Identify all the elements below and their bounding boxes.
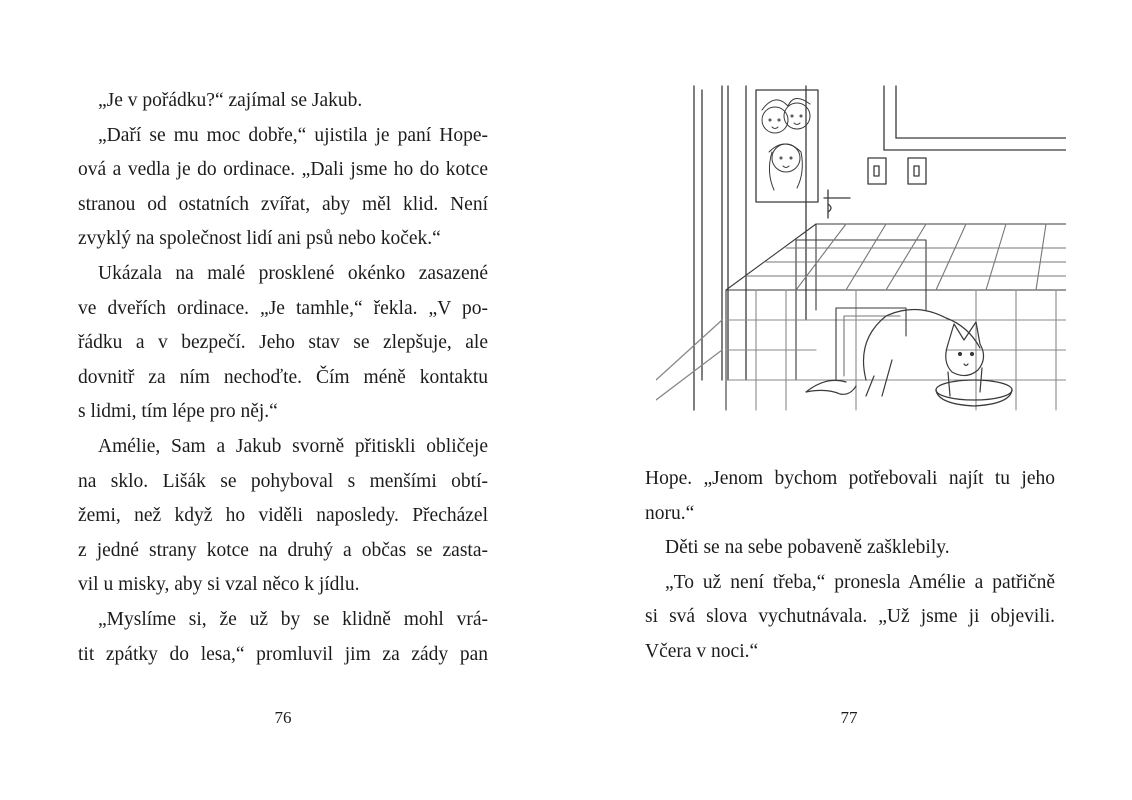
text-line: Amélie, Sam a Jakub svorně přitiskli obličeje (98, 435, 488, 457)
text-line: stranou od ostatních zvířat, aby měl klid. Není (78, 193, 488, 215)
food-bowl (936, 380, 1012, 400)
door-window (756, 90, 818, 202)
text-line: Ukázala na malé prosklené okénko zasazené (98, 262, 488, 284)
text-line: z jedné strany kotce na druhý a občas se zasta- (78, 539, 488, 561)
fox-tail (806, 380, 856, 394)
text-line: řádku a v bezpečí. Jeho stav se zlepšuje, ale (78, 332, 488, 354)
page-number-left: 76 (274, 708, 292, 727)
right-body-text (645, 462, 1055, 670)
text-line: „Myslíme si, že už by se klidně mohl vrá- (98, 608, 488, 630)
text-line: zvyklý na společnost lidí ani psů nebo koček.“ (78, 228, 441, 250)
text-line: „Daří se mu moc dobře,“ ujistila je paní Hope- (98, 124, 488, 146)
text-line: Hope. „Jenom bychom potřebovali najít tu jeho (645, 468, 1055, 489)
page-number-right: 77 (840, 708, 858, 727)
text-line: „To už není třeba,“ pronesla Amélie a patřičně (665, 571, 1055, 593)
illustration-fox-in-kennel (656, 80, 1066, 416)
text-line: žemi, než když ho viděli naposledy. Přecházel (78, 505, 488, 527)
text-line: si svá slova vychutnávala. „Už jsme ji objevili. (645, 606, 1055, 628)
right-page (566, 0, 1132, 800)
text-line: Děti se na sebe pobaveně zašklebily. (665, 537, 950, 559)
text-line: „Je v pořádku?“ zajímal se Jakub. (98, 90, 363, 111)
text-line: dovnitř za ním nechoďte. Čím méně kontaktu (78, 366, 488, 388)
text-line: ve dveřích ordinace. „Je tamhle,“ řekla. „V po- (78, 297, 488, 319)
children-faces-in-window (762, 98, 810, 190)
text-line: noru.“ (645, 502, 695, 524)
text-line: s lidmi, tím lépe pro něj.“ (78, 401, 278, 423)
text-line: tit zpátky do lesa,“ promluvil jim za zády pan (78, 643, 488, 665)
text-line: na sklo. Lišák se pohyboval s menšími obtí- (78, 470, 488, 492)
left-body-text (78, 84, 488, 672)
kennel (726, 224, 1066, 410)
text-line: ová a vedla je do ordinace. „Dali jsme ho do kotce (78, 159, 488, 181)
fox (806, 309, 984, 396)
text-line: Včera v noci.“ (645, 640, 759, 662)
text-line: vil u misky, aby si vzal něco k jídlu. (78, 574, 360, 596)
